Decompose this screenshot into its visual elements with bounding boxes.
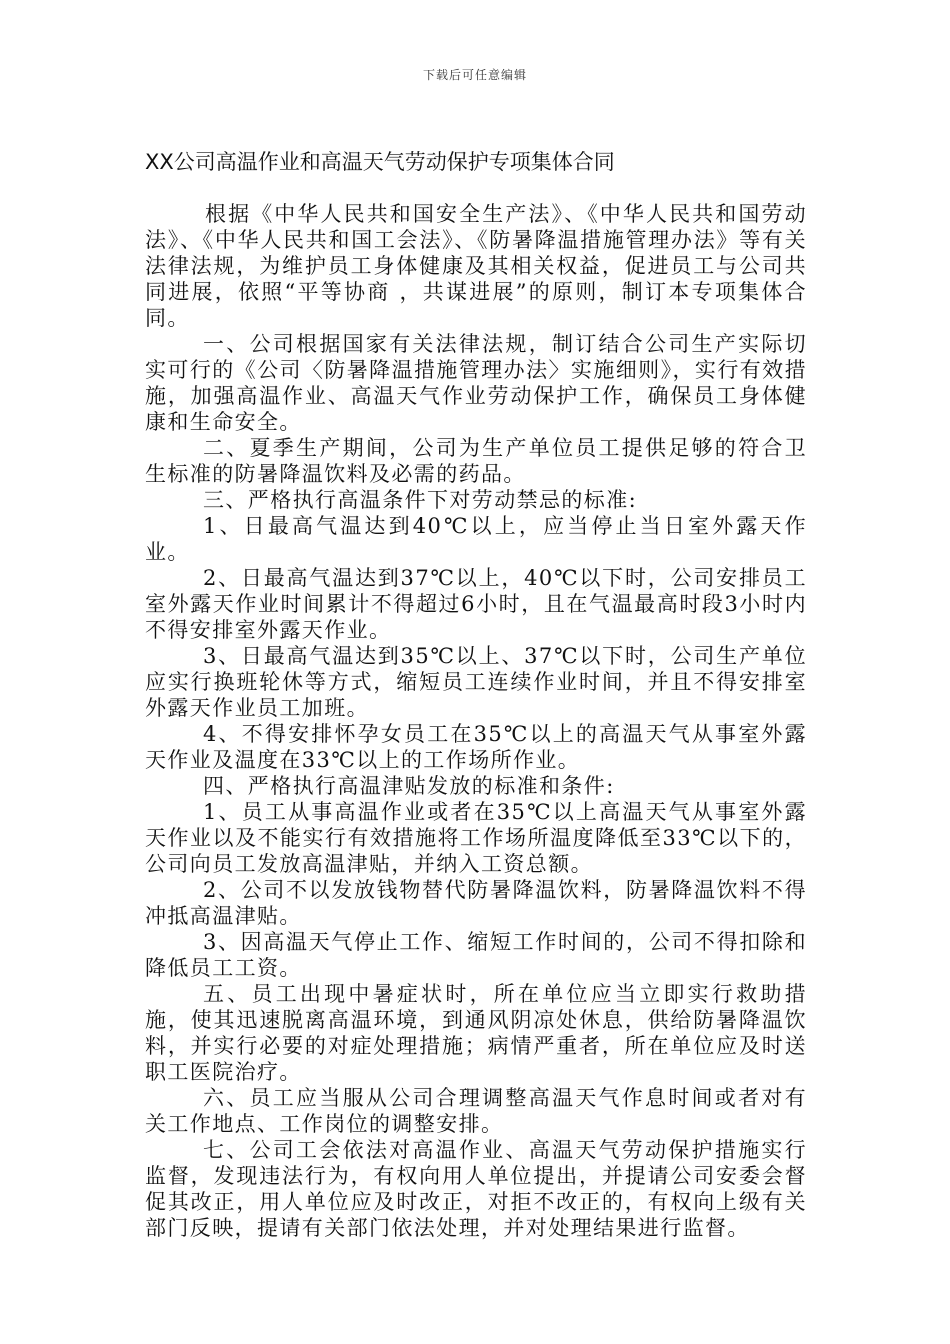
paragraph-article-3-item-1: 1、日最高气温达到40℃以上，应当停止当日室外露天作业。 xyxy=(145,514,807,564)
paragraph-article-3-item-4: 4、不得安排怀孕女员工在35℃以上的高温天气从事室外露天作业及温度在33℃以上的工作场所作业。 xyxy=(145,722,807,772)
paragraph-article-5: 五、员工出现中暑症状时，所在单位应当立即实行救助措施，使其迅速脱离高温环境，到通风阴凉处休息，供给防暑降温饮料，并实行必要的对症处理措施；病情严重者，所在单位应及时送职工医院治疗。 xyxy=(145,982,807,1084)
paragraph-article-3-item-3: 3、日最高气温达到35℃以上、37℃以下时，公司生产单位应实行换班轮休等方式，缩短员工连续作业时间，并且不得安排室外露天作业员工加班。 xyxy=(145,644,807,720)
paragraph-article-2: 二、夏季生产期间，公司为生产单位员工提供足够的符合卫生标准的防暑降温饮料及必需的药品。 xyxy=(145,436,807,486)
paragraph-article-3: 三、严格执行高温条件下对劳动禁忌的标准: xyxy=(203,488,638,512)
paragraph-article-4-item-3: 3、因高温天气停止工作、缩短工作时间的，公司不得扣除和降低员工工资。 xyxy=(145,930,807,980)
document-title: XX公司高温作业和高温天气劳动保护专项集体合同 xyxy=(145,150,615,174)
paragraph-article-1: 一、公司根据国家有关法律法规，制订结合公司生产实际切实可行的《公司〈防暑降温措施管理办法〉实施细则》，实行有效措施，加强高温作业、高温天气作业劳动保护工作，确保员工身体健康和生命安全。 xyxy=(145,332,807,434)
paragraph-article-4: 四、严格执行高温津贴发放的标准和条件: xyxy=(203,774,615,798)
document-body xyxy=(145,201,807,1241)
paragraph-article-6: 六、员工应当服从公司合理调整高温天气作息时间或者对有关工作地点、工作岗位的调整安排。 xyxy=(145,1086,807,1136)
paragraph-article-7: 七、公司工会依法对高温作业、高温天气劳动保护措施实行监督，发现违法行为，有权向用人单位提出，并提请公司安委会督促其改正，用人单位应及时改正，对拒不改正的，有权向上级有关部门反映，提请有关部门依法处理，并对处理结果进行监督。 xyxy=(145,1138,807,1240)
header-note: 下载后可任意编辑 xyxy=(422,68,527,82)
paragraph-preamble: 根据《中华人民共和国安全生产法》、《中华人民共和国劳动法》、《中华人民共和国工会法》、《防暑降温措施管理办法》等有关法律法规，为维护员工身体健康及其相关权益，促进员工与公司共同进展，依照“平等协商 ，共谋进展”的原则，制订本专项集体合同。 xyxy=(145,202,807,330)
paragraph-article-4-item-1: 1、员工从事高温作业或者在35℃以上高温天气从事室外露天作业以及不能实行有效措施将工作场所温度降低至33℃以下的，公司向员工发放高温津贴，并纳入工资总额。 xyxy=(145,800,807,876)
paragraph-article-4-item-2: 2、公司不以发放钱物替代防暑降温饮料，防暑降温饮料不得冲抵高温津贴。 xyxy=(145,878,807,928)
paragraph-article-3-item-2: 2、日最高气温达到37℃以上，40℃以下时，公司安排员工室外露天作业时间累计不得超过6小时，且在气温最高时段3小时内不得安排室外露天作业。 xyxy=(145,566,807,642)
